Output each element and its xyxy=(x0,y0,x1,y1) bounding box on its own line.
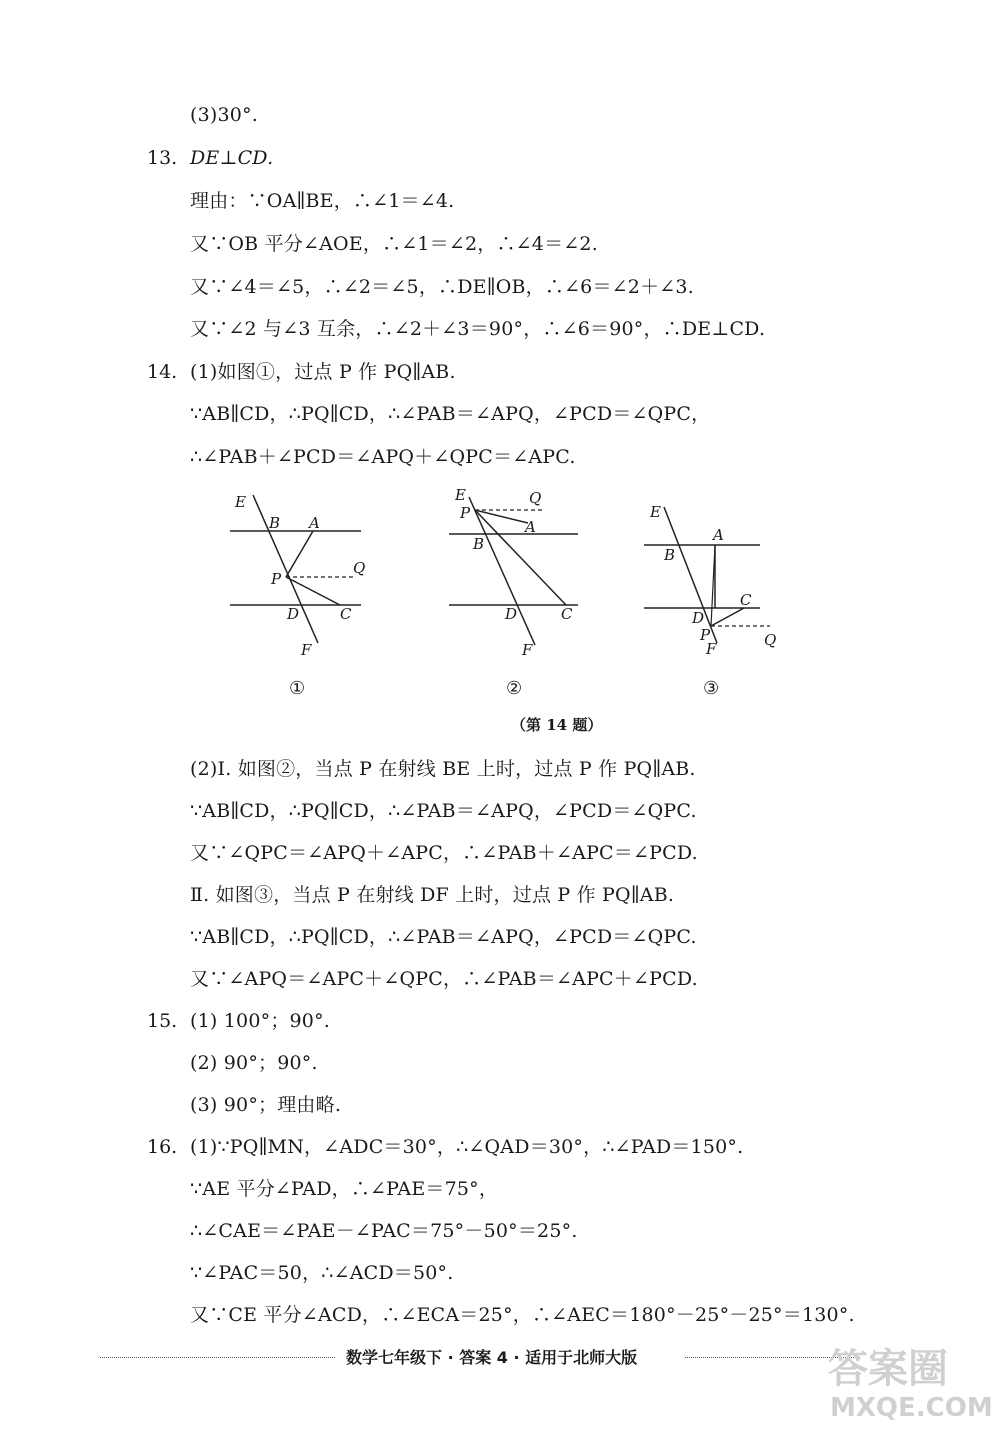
watermark xyxy=(820,1335,1000,1435)
point-q: Q xyxy=(529,489,542,507)
answer-13-step-1: 又∵OB 平分∠AOE，∴∠1＝∠2，∴∠4＝∠2. xyxy=(190,233,598,255)
answer-12-3: (3)30°. xyxy=(190,104,259,126)
point-d: D xyxy=(505,605,518,623)
point-f: F xyxy=(706,640,717,658)
point-f: F xyxy=(522,641,533,659)
answer-15-2: (2) 90°；90°. xyxy=(190,1052,318,1074)
answer-14-2-case-1: (2)Ⅰ. 如图②，当点 P 在射线 BE 上时，过点 P 作 PQ∥AB. xyxy=(190,758,696,780)
point-a: A xyxy=(713,526,724,544)
question-number-13: 13. xyxy=(147,147,178,169)
footer-divider-left xyxy=(100,1357,335,1358)
point-b: B xyxy=(664,546,676,564)
figure-1-label: ① xyxy=(289,678,306,699)
figure-3-label: ③ xyxy=(703,678,720,699)
answer-16-1: (1)∵PQ∥MN，∠ADC＝30°，∴∠QAD＝30°，∴∠PAD＝150°. xyxy=(190,1136,744,1158)
figure-caption: （第 14 题） xyxy=(511,716,603,734)
answer-16-step-3: ∵∠PAC＝50，∴∠ACD＝50°. xyxy=(190,1262,454,1284)
answer-13-step-2: 又∵∠4＝∠5，∴∠2＝∠5，∴DE∥OB，∴∠6＝∠2＋∠3. xyxy=(190,276,694,298)
answer-14-2-case-2: Ⅱ. 如图③，当点 P 在射线 DF 上时，过点 P 作 PQ∥AB. xyxy=(190,884,675,906)
question-number-15: 15. xyxy=(147,1010,178,1032)
answer-13: DE⊥CD. xyxy=(190,147,274,169)
question-number-14: 14. xyxy=(147,361,178,383)
answer-14-1: (1)如图①，过点 P 作 PQ∥AB. xyxy=(190,361,456,383)
answer-14-2-case-2-step-2: 又∵∠APQ＝∠APC＋∠QPC，∴∠PAB＝∠APC＋∠PCD. xyxy=(190,968,698,990)
point-q: Q xyxy=(764,631,777,649)
figure-2 xyxy=(445,485,595,664)
point-p: P xyxy=(700,626,711,644)
point-a: A xyxy=(309,514,320,532)
point-c: C xyxy=(561,605,573,623)
page-footer xyxy=(100,1345,860,1371)
answer-14-2-case-1-step-1: ∵AB∥CD，∴PQ∥CD，∴∠PAB＝∠APQ，∠PCD＝∠QPC. xyxy=(190,800,697,822)
answer-14-1-step-2: ∴∠PAB＋∠PCD＝∠APQ＋∠QPC＝∠APC. xyxy=(190,446,576,468)
point-d: D xyxy=(287,605,300,623)
point-d: D xyxy=(692,609,705,627)
watermark-url: MXQE.COM xyxy=(830,1393,993,1423)
point-c: C xyxy=(740,591,752,609)
point-p: P xyxy=(460,504,471,522)
answer-16-step-4: 又∵CE 平分∠ACD，∴∠ECA＝25°，∴∠AEC＝180°－25°－25°＝130°. xyxy=(190,1304,855,1326)
figure-3 xyxy=(640,485,790,664)
question-number-16: 16. xyxy=(147,1136,178,1158)
point-b: B xyxy=(473,535,485,553)
answer-15-3: (3) 90°；理由略. xyxy=(190,1094,342,1116)
answer-15-1: (1) 100°；90°. xyxy=(190,1010,331,1032)
answer-14-2-case-1-step-2: 又∵∠QPC＝∠APQ＋∠APC，∴∠PAB＋∠APC＝∠PCD. xyxy=(190,842,698,864)
answer-13-reason: 理由：∵OA∥BE，∴∠1＝∠4. xyxy=(190,190,455,212)
figure-2-label: ② xyxy=(506,678,523,699)
point-e: E xyxy=(650,503,661,521)
point-f: F xyxy=(301,641,312,659)
point-a: A xyxy=(525,518,536,536)
watermark-logo: 答案圈 xyxy=(828,1346,948,1392)
point-e: E xyxy=(235,493,246,511)
answer-14-2-case-2-step-1: ∵AB∥CD，∴PQ∥CD，∴∠PAB＝∠APQ，∠PCD＝∠QPC. xyxy=(190,926,697,948)
answer-16-step-1: ∵AE 平分∠PAD，∴∠PAE＝75°， xyxy=(190,1178,499,1200)
answer-16-step-2: ∴∠CAE＝∠PAE－∠PAC＝75°－50°＝25°. xyxy=(190,1220,578,1242)
footer-text: 数学七年级下 · 答案 4 · 适用于北师大版 xyxy=(340,1345,643,1368)
point-b: B xyxy=(269,514,281,532)
figure-1 xyxy=(225,485,375,664)
point-q: Q xyxy=(353,559,366,577)
point-c: C xyxy=(340,605,352,623)
point-p: P xyxy=(271,570,282,588)
answer-14-1-step-1: ∵AB∥CD，∴PQ∥CD，∴∠PAB＝∠APQ，∠PCD＝∠QPC， xyxy=(190,403,711,425)
point-e: E xyxy=(455,486,466,504)
answer-13-step-3: 又∵∠2 与∠3 互余，∴∠2＋∠3＝90°，∴∠6＝90°，∴DE⊥CD. xyxy=(190,318,766,340)
